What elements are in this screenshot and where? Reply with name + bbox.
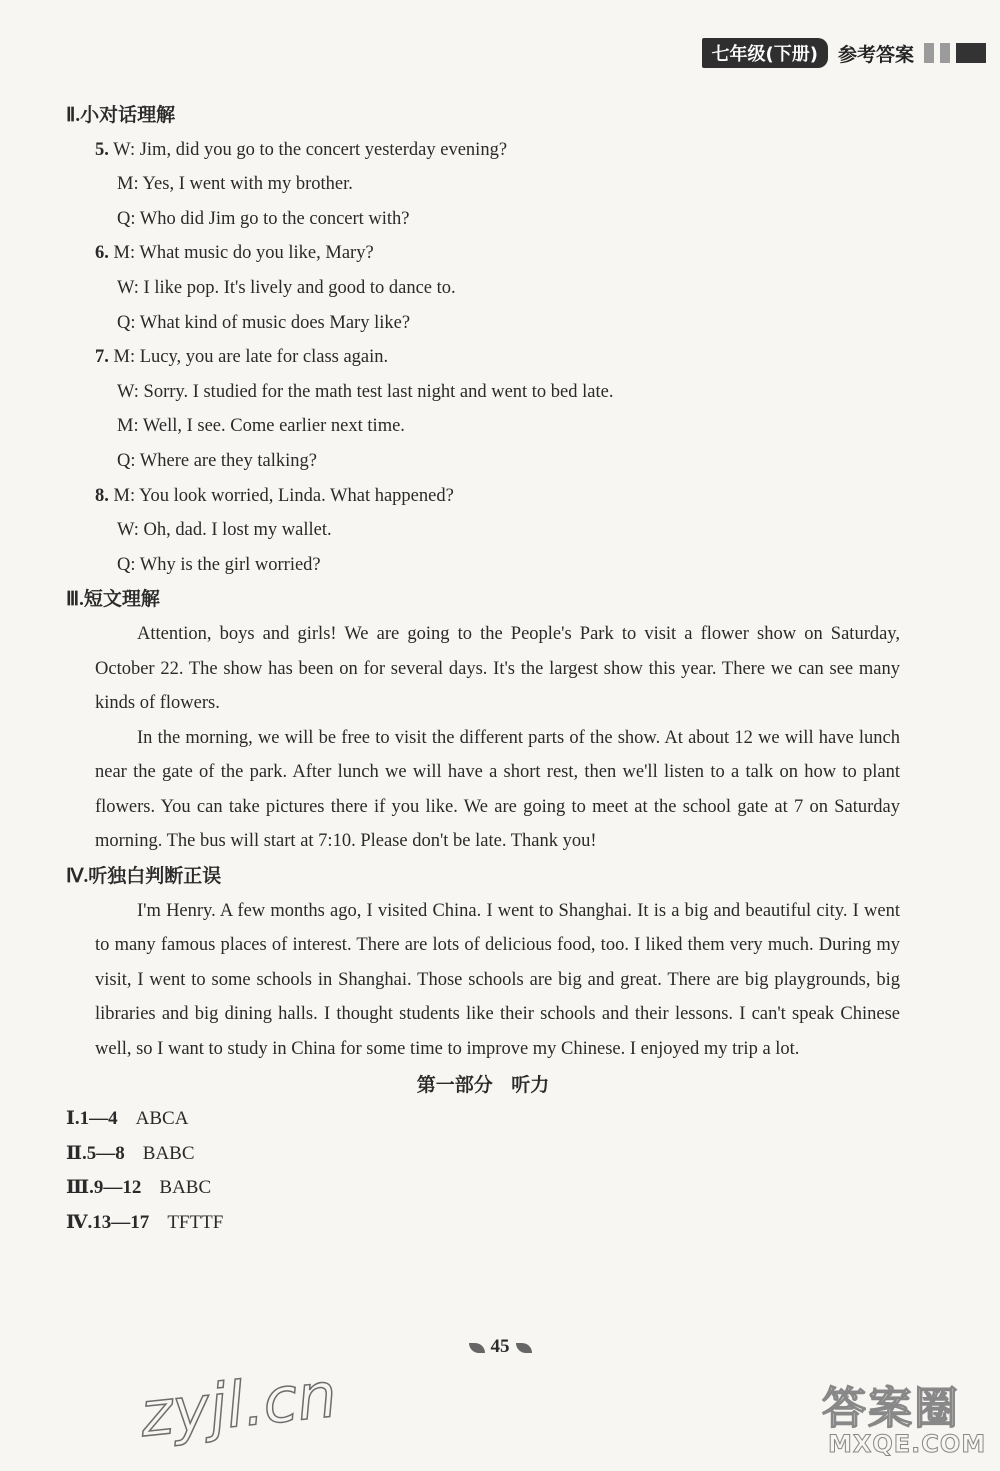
paragraph: In the morning, we will be free to visit the different parts of the show. At about 12 we will have lunch near the gate of the park. After lunch we will have a short rest, then we'll listen to a talk on how to plant flowers. You can take pictures there if you like. We are going to meet at the school gate at 7 on Saturday morning. The bus will start at 7:10. Please don't be late. Thank you!	[95, 727, 900, 852]
page-header	[702, 38, 986, 68]
header-decoration	[924, 43, 986, 63]
paragraph: Attention, boys and girls! We are going to the People's Park to visit a flower show on Saturday, October 22. The show has been on for several days. It's the largest show this year. There we can see many kinds of flowers.	[95, 623, 900, 714]
answer-row: Ⅲ.9—12 BABC	[66, 1177, 212, 1199]
section-heading: Ⅳ.听独白判断正误	[66, 865, 222, 888]
section-heading: Ⅱ.小对话理解	[66, 104, 176, 126]
answer-row: Ⅱ.5—8 BABC	[66, 1142, 195, 1164]
dialogue-line: Q: Where are they talking?	[117, 450, 317, 471]
page-content	[66, 98, 900, 1241]
passage	[66, 894, 900, 1067]
decor-bar	[924, 43, 934, 63]
paragraph: I'm Henry. A few months ago, I visited China. I went to Shanghai. It is a big and beautiful city. I went to many famous places of interest. There are lots of delicious food, too. I liked them very much. During my visit, I went to some schools in Shanghai. Those schools are big and great. There are big playgrounds, big libraries and big dining halls. I thought students like their schools and their lessons. I can't speak Chinese well, so I want to study in China for some time to improve my Chinese. I enjoyed my trip a lot.	[95, 900, 900, 1060]
dialogue-line: 7. M: Lucy, you are late for class again.	[95, 347, 389, 368]
dialogue-line: M: Well, I see. Come earlier next time.	[117, 416, 405, 437]
page-footer	[0, 1336, 1000, 1358]
decor-bar	[940, 43, 950, 63]
dialogue-line: W: I like pop. It's lively and good to dance to.	[117, 277, 456, 298]
watermark-right-top: 答案圈	[822, 1383, 960, 1434]
part-title: 第一部分 听力	[416, 1073, 550, 1096]
dialogue-line: Q: Why is the girl worried?	[117, 554, 321, 575]
passage	[66, 617, 900, 859]
watermark-right-bottom: MXQE.COM	[828, 1430, 987, 1458]
page-number: 45	[490, 1336, 510, 1357]
grade-badge: 七年级(下册)	[702, 38, 828, 68]
leaf-icon	[469, 1343, 485, 1353]
dialogue-line: M: Yes, I went with my brother.	[117, 174, 353, 195]
watermark-left: zyjl.cn	[136, 1357, 341, 1452]
dialogue-line: Q: Who did Jim go to the concert with?	[117, 208, 410, 229]
answer-row: Ⅰ.1—4 ABCA	[66, 1108, 189, 1130]
section-heading: Ⅲ.短文理解	[66, 588, 160, 611]
dialogue-line: 5. W: Jim, did you go to the concert yesterday evening?	[95, 139, 508, 160]
header-title: 参考答案	[837, 43, 914, 66]
decor-bar	[956, 43, 986, 63]
dialogue-line: 8. M: You look worried, Linda. What happened?	[95, 485, 454, 506]
dialogue-line: W: Sorry. I studied for the math test last night and went to bed late.	[117, 381, 614, 402]
dialogue-line: W: Oh, dad. I lost my wallet.	[117, 520, 332, 541]
dialogue-line: 6. M: What music do you like, Mary?	[95, 243, 374, 264]
leaf-icon	[516, 1343, 532, 1353]
dialogue-line: Q: What kind of music does Mary like?	[117, 312, 411, 333]
answer-row: Ⅳ.13—17 TFTTF	[66, 1212, 224, 1233]
